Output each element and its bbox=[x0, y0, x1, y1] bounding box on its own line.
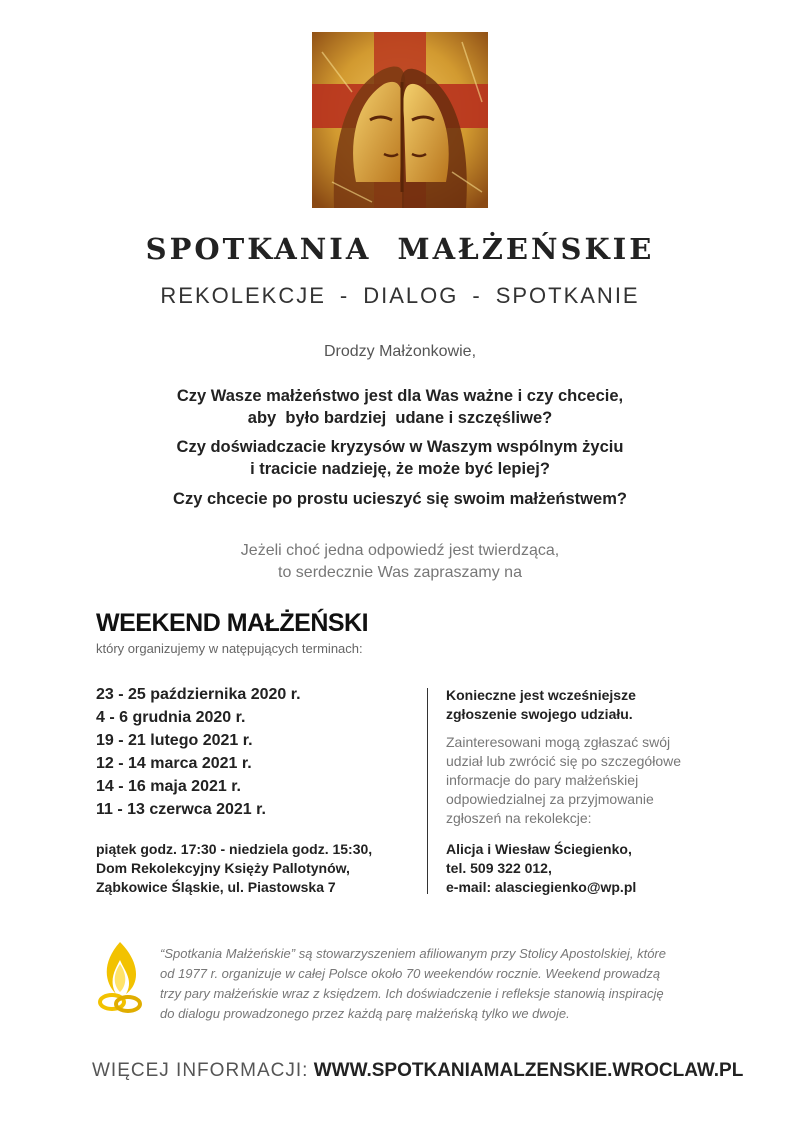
question-1 bbox=[0, 385, 800, 429]
invitation-line-2: to serdecznie Was zapraszamy na bbox=[278, 564, 522, 581]
subtitle-separator: - bbox=[472, 283, 482, 308]
weekend-subtitle: który organizujemy w natępujących terminach: bbox=[96, 641, 363, 656]
question-3-line-1: Czy chcecie po prostu ucieszyć się swoim małżeństwem? bbox=[173, 490, 627, 508]
date-item: 12 - 14 marca 2021 r. bbox=[96, 755, 252, 772]
page-title: SPOTKANIA MAŁŻEŃSKIE bbox=[145, 232, 655, 266]
registration-note-line-1: Konieczne jest wcześniejsze bbox=[446, 687, 636, 703]
registration-note-line-2: zgłoszenie swojego udziału. bbox=[446, 706, 633, 722]
contact-details bbox=[446, 840, 636, 897]
cover-artwork bbox=[312, 32, 488, 208]
couple-painting-image bbox=[312, 32, 488, 208]
subtitle-spotkanie: SPOTKANIE bbox=[495, 283, 640, 308]
date-item: 4 - 6 grudnia 2020 r. bbox=[96, 709, 246, 726]
registration-note bbox=[446, 686, 636, 724]
contact-email[interactable]: e-mail: alasciegienko@wp.pl bbox=[446, 879, 637, 895]
question-1-line-2: aby było bardziej udane i szczęśliwe? bbox=[247, 409, 553, 427]
question-2-line-1: Czy doświadczacie kryzysów w Waszym wspólnym życiu bbox=[176, 438, 624, 456]
venue-name: Dom Rekolekcyjny Księży Pallotynów, bbox=[96, 860, 350, 876]
question-1-line-1: Czy Wasze małżeństwo jest dla Was ważne i czy chcecie, bbox=[176, 387, 624, 405]
footer-label: WIĘCEJ INFORMACJI: bbox=[92, 1060, 309, 1081]
weekend-dates-list bbox=[96, 683, 301, 821]
registration-info bbox=[446, 733, 681, 828]
date-item: 19 - 21 lutego 2021 r. bbox=[96, 732, 253, 749]
question-2-line-2: i tracicie nadzieję, że może być lepiej? bbox=[250, 460, 550, 478]
date-item: 11 - 13 czerwca 2021 r. bbox=[96, 801, 266, 818]
registration-info-line: Zainteresowani mogą zgłaszać swój bbox=[446, 734, 671, 750]
question-3 bbox=[0, 488, 800, 510]
date-item: 14 - 16 maja 2021 r. bbox=[96, 778, 241, 795]
footer bbox=[92, 1060, 743, 1082]
subtitle-rekolekcje: REKOLEKCJE bbox=[160, 283, 326, 308]
organization-logo bbox=[94, 940, 150, 1016]
invitation-text bbox=[0, 540, 800, 584]
website-link[interactable]: WWW.SPOTKANIAMALZENSKIE.WROCLAW.PL bbox=[313, 1060, 744, 1081]
registration-info-line: zgłoszeń na rekolekcje: bbox=[446, 810, 592, 826]
registration-info-line: odpowiedzialnej za przyjmowanie bbox=[446, 791, 654, 807]
venue-address: Ząbkowice Śląskie, ul. Piastowska 7 bbox=[96, 879, 336, 895]
subtitle bbox=[0, 283, 800, 309]
schedule-time: piątek godz. 17:30 - niedziela godz. 15:30, bbox=[96, 841, 373, 857]
date-item: 23 - 25 października 2020 r. bbox=[96, 686, 301, 703]
schedule-and-venue bbox=[96, 840, 372, 897]
registration-info-line: informacje do pary małżeńskiej bbox=[446, 772, 639, 788]
about-line: “Spotkania Małżeńskie” są stowarzyszeniem afiliowanym przy Stolicy Apostolskiej, które bbox=[160, 946, 666, 961]
about-line: od 1977 r. organizuje w całej Polsce około 70 weekendów rocznie. Weekend prowadzą bbox=[160, 966, 661, 981]
subtitle-separator: - bbox=[339, 283, 350, 308]
about-organization bbox=[160, 944, 744, 1024]
column-divider bbox=[427, 688, 428, 894]
question-2 bbox=[0, 436, 800, 480]
invitation-line-1: Jeżeli choć jedna odpowiedź jest twierdząca, bbox=[240, 542, 560, 559]
registration-info-line: udział lub zwrócić się po szczegółowe bbox=[446, 753, 681, 769]
greeting: Drodzy Małżonkowie, bbox=[323, 343, 477, 360]
contact-phone: tel. 509 322 012, bbox=[446, 860, 552, 876]
about-line: trzy pary małżeńskie wraz z księdzem. Ich doświadczenie i refleksje stanowią inspirację bbox=[160, 986, 664, 1001]
contact-names: Alicja i Wiesław Ściegienko, bbox=[446, 841, 632, 857]
about-line: do dialogu prowadzonego przez każdą parę małżeńską tylko we dwoje. bbox=[160, 1006, 570, 1021]
subtitle-dialog: DIALOG bbox=[363, 283, 459, 308]
weekend-title: WEEKEND MAŁŻEŃSKI bbox=[96, 609, 369, 637]
flame-rings-icon bbox=[94, 940, 150, 1016]
